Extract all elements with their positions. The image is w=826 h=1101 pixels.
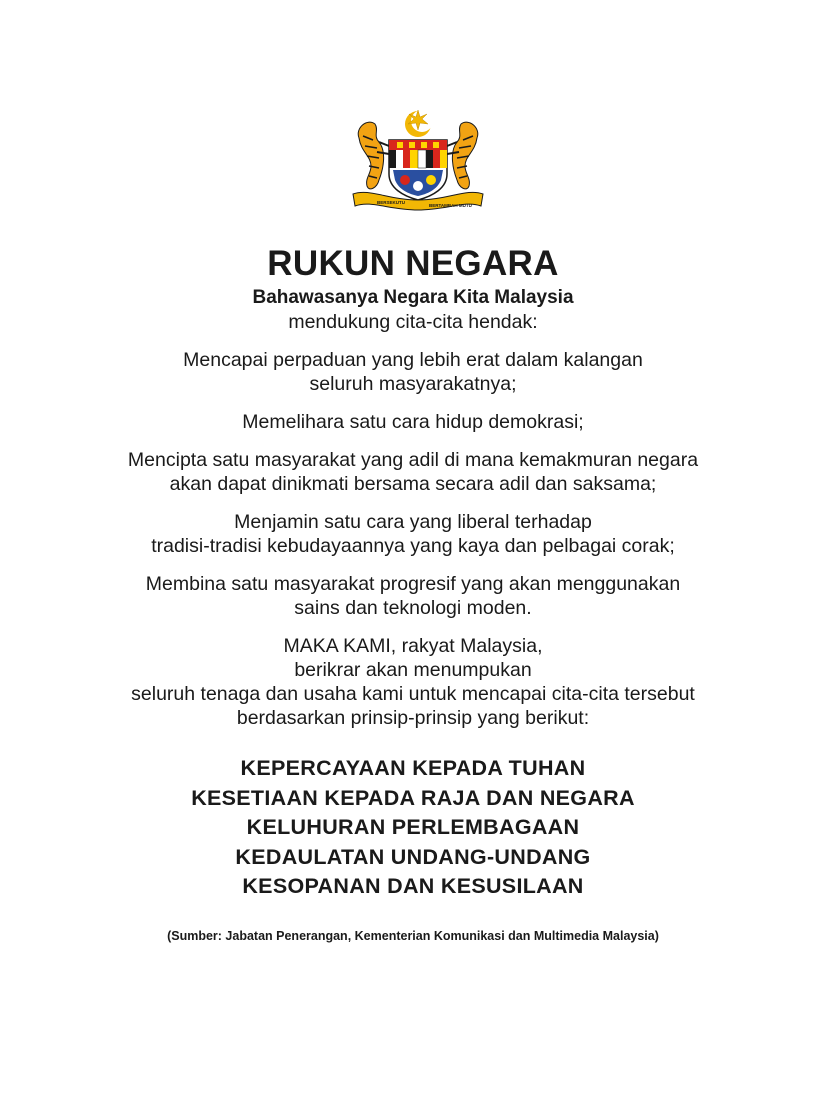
principles-list	[0, 754, 826, 902]
aspiration-line: seluruh masyarakatnya;	[309, 373, 517, 395]
pledge-line: seluruh tenaga dan usaha kami untuk mencapai cita-cita tersebut	[131, 683, 695, 705]
source-citation: (Sumber: Jabatan Penerangan, Kementerian Komunikasi dan Multimedia Malaysia)	[167, 928, 659, 943]
aspiration-paragraph	[0, 448, 826, 496]
aspiration-line: Memelihara satu cara hidup demokrasi;	[242, 411, 584, 433]
document-intro: mendukung cita-cita hendak:	[288, 311, 538, 333]
aspiration-paragraph	[0, 410, 826, 434]
pledge-line: MAKA KAMI, rakyat Malaysia,	[283, 635, 543, 657]
principle-item: KELUHURAN PERLEMBAGAAN	[246, 815, 580, 839]
principle-item: KEPERCAYAAN KEPADA TUHAN	[240, 756, 586, 780]
document-subtitle: Bahawasanya Negara Kita Malaysia	[252, 287, 574, 308]
aspiration-line: Membina satu masyarakat progresif yang akan menggunakan	[145, 573, 681, 595]
pledge-line: berdasarkan prinsip-prinsip yang berikut:	[236, 707, 590, 729]
aspiration-line: Mencipta satu masyarakat yang adil di mana kemakmuran negara	[127, 449, 699, 471]
aspiration-line: tradisi-tradisi kebudayaannya yang kaya dan pelbagai corak;	[151, 535, 675, 557]
emblem-motto-left: BERSEKUTU	[377, 200, 406, 205]
aspiration-paragraph	[0, 348, 826, 396]
aspiration-paragraph	[0, 572, 826, 620]
pledge-line: berikrar akan menumpukan	[294, 659, 532, 681]
principle-item: KESOPANAN DAN KESUSILAAN	[242, 874, 584, 898]
aspiration-line: akan dapat dinikmati bersama secara adil dan saksama;	[169, 473, 657, 495]
principle-item: KESETIAAN KEPADA RAJA DAN NEGARA	[191, 785, 635, 810]
emblem-motto-right: BERTAMBAH MUTU	[429, 203, 472, 208]
aspiration-line: Mencapai perpaduan yang lebih erat dalam kalangan	[183, 349, 643, 371]
coat-of-arms-emblem	[349, 108, 487, 214]
aspiration-paragraph	[0, 510, 826, 558]
principle-item: KEDAULATAN UNDANG-UNDANG	[235, 844, 591, 869]
document-title: RUKUN NEGARA	[267, 244, 559, 283]
document-content	[0, 242, 826, 956]
aspiration-line: Menjamin satu cara yang liberal terhadap	[234, 511, 592, 533]
coat-of-arms-icon	[349, 108, 487, 214]
aspiration-line: sains dan teknologi moden.	[294, 597, 532, 619]
pledge-paragraph	[0, 634, 826, 730]
